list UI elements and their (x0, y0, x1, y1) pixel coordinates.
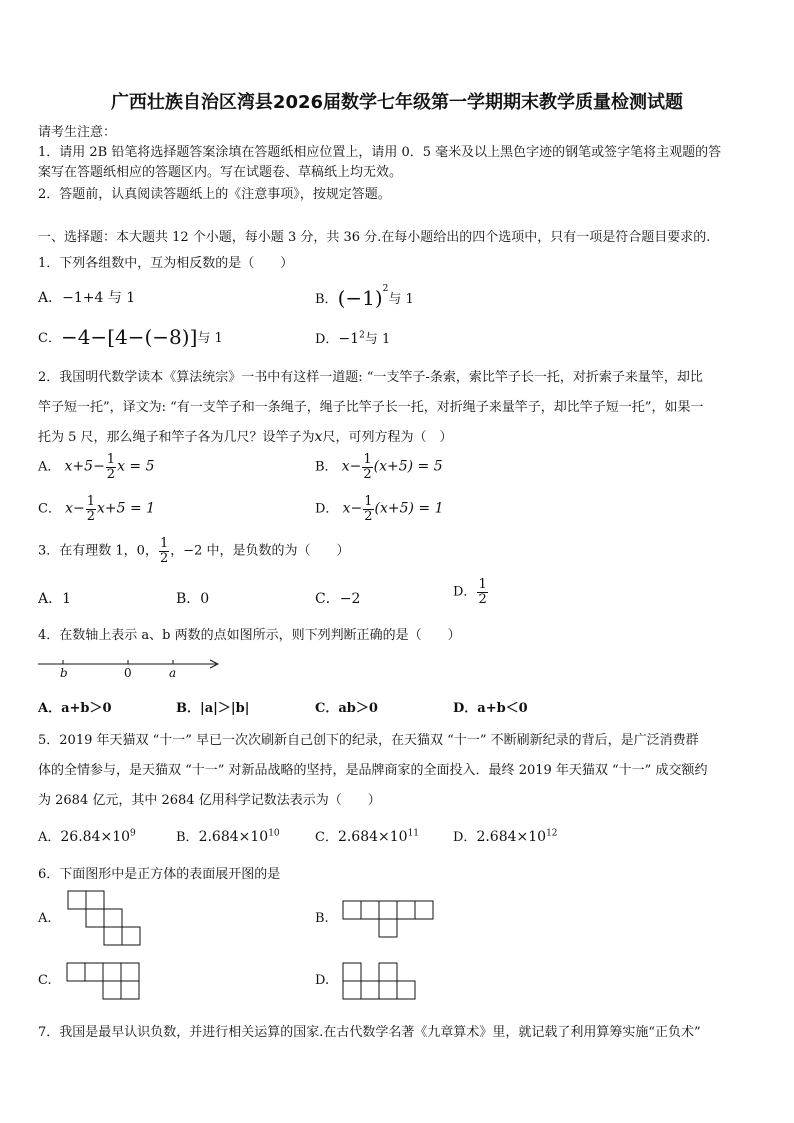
q1-stem: 1．下列各组数中，互为相反数的是（ ） (38, 256, 294, 271)
q7-line-1: 7．我国是最早认识负数，并进行相关运算的国家.在古代数学名著《九章算术》里，就记载了利用算筹实施“正负术” (38, 1025, 701, 1040)
q5-c-exp: 11 (407, 828, 420, 839)
frac-num: 1 (364, 494, 373, 509)
q1-b-base: (−1) (337, 286, 383, 310)
q6-option-b-label: B. (315, 911, 329, 926)
section-heading: 一、选择题：本大题共 12 个小题，每小题 3 分，共 36 分.在每小题给出的四个选项中，只有一项是符合题目要求的. (38, 230, 711, 245)
q4-option-d: D．a+b＜0 (453, 701, 528, 716)
q5-a-base: 26.84×10 (60, 829, 131, 845)
q5-d-label: D． (453, 830, 477, 845)
q5-d-base: 2.684×10 (476, 829, 547, 845)
q5-b-exp: 10 (268, 828, 280, 839)
frac-num: 1 (106, 452, 116, 467)
frac-num: 1 (363, 452, 372, 467)
q3-stem (38, 537, 350, 565)
frac-den: 2 (364, 508, 373, 524)
q1-d-expr: −1 (338, 331, 360, 347)
q5-line-1: 5．2019 年天猫双 “十一” 早已一次次刷新自己创下的纪录，在天猫双 “十一” 不断刷新纪录的背后，是广泛消费群 (38, 733, 699, 748)
q2-c-pre: x− (65, 500, 85, 517)
q3-d-label: D． (453, 584, 477, 600)
notice-head: 请考生注意： (38, 125, 117, 140)
q4-option-b: B．|a|＞|b| (176, 701, 250, 716)
q2-line-1: 2．我国明代数学读本《算法统宗》一书中有这样一道题: “一支竿子-条索，索比竿子长一托，对折索子来量竿，却比 (38, 370, 703, 385)
axis-label-a: a (169, 666, 177, 680)
q1-d-label: D． (315, 332, 339, 347)
q1-d-tail: 与 1 (364, 332, 391, 347)
q2-b-label: B． (315, 459, 338, 475)
q4-stem: 4．在数轴上表示 a、b 两数的点如图所示，则下列判断正确的是（ ） (38, 628, 461, 643)
q2-b-post: (x+5) = 5 (373, 458, 443, 475)
q5-option-d (453, 826, 558, 845)
q1-c-label: C． (38, 331, 61, 346)
frac-den: 2 (86, 508, 96, 524)
q1-option-b (315, 284, 414, 310)
q1-b-label: B． (315, 292, 338, 307)
q3-option-b: B．0 (176, 591, 210, 607)
q5-b-label: B． (176, 830, 199, 845)
q2-d-post: (x+5) = 1 (374, 500, 444, 517)
q2-option-c (38, 495, 155, 523)
q2-c-post: x+5 = 1 (97, 500, 156, 517)
q1-option-d (315, 328, 390, 347)
q3-option-d (453, 578, 489, 606)
notice-line-1b: 案写在答题纸相应的答题区内。写在试题卷、草稿纸上均无效。 (38, 165, 403, 180)
frac-den: 2 (159, 550, 169, 566)
frac-den: 2 (478, 591, 487, 607)
q5-c-base: 2.684×10 (337, 829, 408, 845)
net-figure-d (342, 962, 418, 1000)
q2-option-a (38, 453, 155, 481)
q2-b-pre: x− (341, 458, 362, 475)
q2-d-fraction (363, 495, 373, 523)
notice-line-2: 2．答题前，认真阅读答题纸上的《注意事项》，按规定答题。 (38, 187, 391, 202)
net-figure-b (342, 900, 438, 938)
q1-b-exp: 2 (382, 284, 389, 294)
q1-c-tail: 与 1 (197, 331, 223, 346)
q2-line-3 (38, 426, 452, 445)
net-figure-a (67, 890, 143, 946)
q1-b-tail: 与 1 (388, 292, 414, 307)
q5-a-exp: 9 (130, 828, 136, 839)
axis-label-0: 0 (124, 666, 132, 680)
q2-line-3a: 托为 5 尺，那么绳子和竿子各为几尺？设竿子为 (38, 430, 315, 445)
q5-b-base: 2.684×10 (198, 829, 269, 845)
q6-option-c-label: C. (38, 973, 52, 988)
frac-num: 1 (86, 494, 96, 509)
q4-option-a: A．a+b＞0 (38, 701, 112, 716)
frac-num: 1 (159, 536, 169, 551)
frac-den: 2 (363, 466, 372, 482)
page-title: 广西壮族自治区湾县2026届数学七年级第一学期期末教学质量检测试题 (110, 92, 684, 113)
q3-d-fraction (477, 578, 487, 606)
q3-option-a: A．1 (38, 591, 72, 607)
q3-option-c: C．−2 (315, 591, 361, 607)
q2-option-d (315, 495, 444, 523)
notice-line-1: 1．请用 2B 铅笔将选择题答案涂填在答题纸相应位置上，请用 0．5 毫米及以上黑色字迹的钢笔或签字笔将主观题的答 (38, 145, 722, 160)
q3-fraction (159, 537, 169, 565)
frac-num: 1 (478, 577, 487, 592)
q1-c-expr: −4−[4−(−8)] (60, 325, 198, 349)
q6-stem: 6．下面图形中是正方体的表面展开图的是 (38, 867, 281, 882)
q2-var-x: x (314, 429, 323, 445)
q6-option-d-label: D. (315, 973, 330, 988)
axis-label-b: b (60, 666, 68, 680)
q6-option-a-label: A. (38, 911, 52, 926)
q2-d-label: D． (315, 501, 339, 517)
q2-line-2: 竿子短一托”，译文为: “有一支竿子和一条绳子，绳子比竿子长一托，对折绳子来量竿子，却比竿子短一托”，如果一 (38, 400, 704, 415)
q1-option-c (38, 325, 223, 349)
q2-c-fraction (86, 495, 96, 523)
q2-a-fraction (106, 453, 116, 481)
q1-option-a: A．−1+4 与 1 (38, 290, 136, 306)
frac-den: 2 (106, 466, 116, 482)
q5-line-3: 为 2684 亿元，其中 2684 亿用科学记数法表示为（ ） (38, 793, 381, 808)
q2-a-post: x = 5 (117, 458, 155, 475)
q3-stem-a: 3．在有理数 1，0， (38, 543, 158, 559)
q2-a-pre: x+5− (64, 458, 105, 475)
q5-option-a (38, 826, 136, 845)
q5-c-label: C． (315, 830, 338, 845)
q2-d-pre: x− (342, 500, 363, 517)
q3-stem-b: ，−2 中，是负数的为（ ） (170, 543, 350, 559)
q2-b-fraction (362, 453, 372, 481)
q2-c-label: C． (38, 501, 61, 517)
net-figure-c (66, 962, 142, 1000)
q5-option-c (315, 826, 419, 845)
q2-option-b (315, 453, 443, 481)
q2-a-label: A． (38, 459, 61, 475)
q4-option-c: C．ab＞0 (315, 701, 378, 716)
q2-line-3b: 尺，可列方程为（ ） (322, 430, 453, 445)
q5-d-exp: 12 (546, 828, 558, 839)
q1-d-exp: 2 (359, 330, 365, 341)
q5-a-label: A． (38, 830, 61, 845)
q5-option-b (176, 826, 280, 845)
q5-line-2: 体的全情参与，是天猫双 “十一” 对新品战略的坚持，是品牌商家的全面投入．最终 2019 年天猫双 “十一” 成交额约 (38, 763, 708, 778)
